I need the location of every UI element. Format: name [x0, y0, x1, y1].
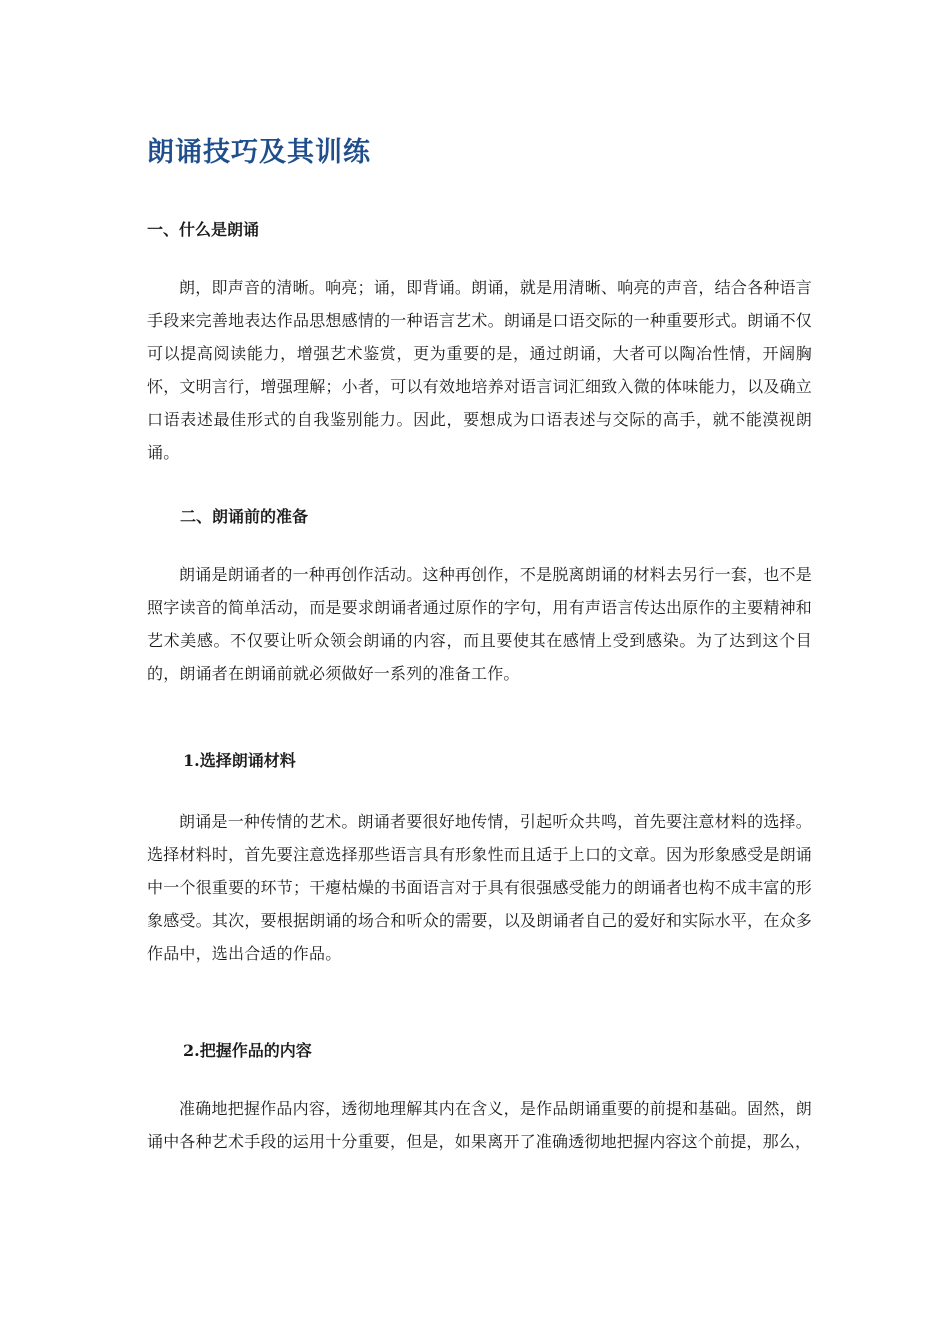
section-heading-select-material: 1.选择朗诵材料: [183, 751, 296, 770]
section-heading-preparation: 二、朗诵前的准备: [180, 507, 309, 526]
section-heading-what-is-recitation: 一、什么是朗诵: [147, 220, 260, 239]
document-title: 朗诵技巧及其训练: [147, 137, 371, 168]
section-paragraph-select-material: 朗诵是一种传情的艺术。朗诵者要很好地传情，引起听众共鸣，首先要注意材料的选择。选择材料时，首先要注意选择那些语言具有形象性而且适于上口的文章。因为形象感受是朗诵中一个很重要的环节；干瘪枯燥的书面语言对于具有很强感受能力的朗诵者也构不成丰富的形象感受。其次，要根据朗诵的场合和听众的需要，以及朗诵者自己的爱好和实际水平，在众多作品中，选出合适的作品。: [147, 812, 812, 963]
section-heading-grasp-content: 2.把握作品的内容: [183, 1041, 312, 1060]
section-paragraph-preparation: 朗诵是朗诵者的一种再创作活动。这种再创作，不是脱离朗诵的材料去另行一套，也不是照字读音的简单活动，而是要求朗诵者通过原作的字句，用有声语言传达出原作的主要精神和艺术美感。不仅要让听众领会朗诵的内容，而且要使其在感情上受到感染。为了达到这个目的，朗诵者在朗诵前就必须做好一系列的准备工作。: [147, 565, 812, 683]
section-paragraph-grasp-content: 准确地把握作品内容，透彻地理解其内在含义，是作品朗诵重要的前提和基础。固然，朗诵中各种艺术手段的运用十分重要，但是，如果离开了准确透彻地把握内容这个前提，那么，: [147, 1099, 812, 1151]
section-paragraph-what-is-recitation: 朗，即声音的清晰。响亮；诵，即背诵。朗诵，就是用清晰、响亮的声音，结合各种语言手段来完善地表达作品思想感情的一种语言艺术。朗诵是口语交际的一种重要形式。朗诵不仅可以提高阅读能力，增强艺术鉴赏，更为重要的是，通过朗诵，大者可以陶冶性情，开阔胸怀，文明言行，增强理解；小者，可以有效地培养对语言词汇细致入微的体味能力，以及确立口语表述最佳形式的自我鉴别能力。因此，要想成为口语表述与交际的高手，就不能漠视朗诵。: [147, 278, 812, 462]
